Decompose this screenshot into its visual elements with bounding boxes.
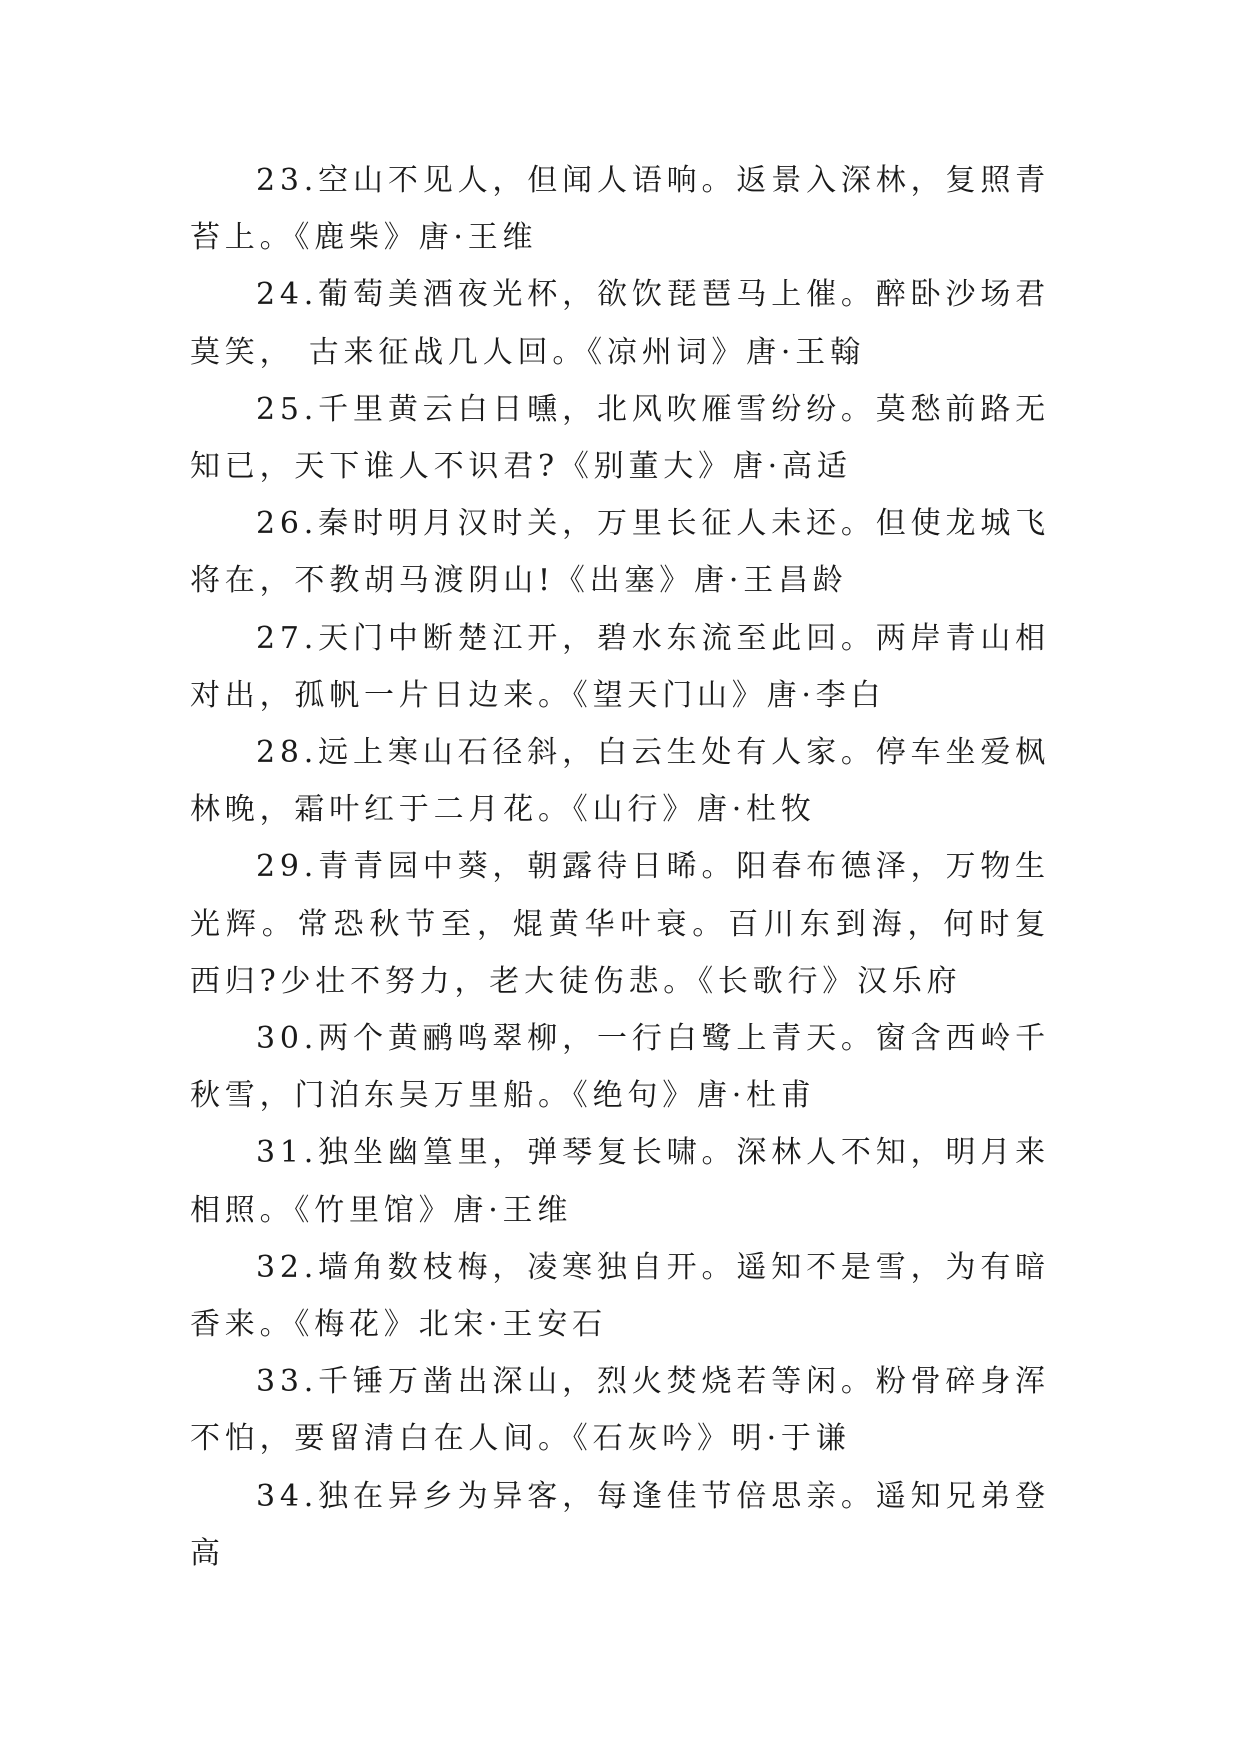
poem-28: 28.远上寒山石径斜，白云生处有人家。停车坐爱枫林晚，霜叶红于二月花。《山行》唐·杜牧 [190,735,1050,828]
poem-32: 32.墙角数枝梅，凌寒独自开。遥知不是雪，为有暗香来。《梅花》北宋·王安石 [190,1249,1050,1343]
poem-24: 24.葡萄美酒夜光杯，欲饮琵琶马上催。醉卧沙场君莫笑， 古来征战几人回。《凉州词》唐·王翰 [190,277,1050,370]
poem-29: 29.青青园中葵，朝露待日晞。阳春布德泽，万物生光辉。常恐秋节至，焜黄华叶衰。百川东到海，何时复西归?少壮不努力，老大徒伤悲。《长歌行》汉乐府 [190,849,1050,999]
poem-25: 25.千里黄云白日曛，北风吹雁雪纷纷。莫愁前路无知已，天下谁人不识君?《别董大》唐·高适 [190,391,1050,485]
poem-31: 31.独坐幽篁里，弹琴复长啸。深林人不知，明月来相照。《竹里馆》唐·王维 [190,1135,1050,1228]
poem-30: 30.两个黄鹂鸣翠柳，一行白鹭上青天。窗含西岭千秋雪，门泊东吴万里船。《绝句》唐·杜甫 [190,1021,1050,1114]
poem-26: 26.秦时明月汉时关，万里长征人未还。但使龙城飞将在，不教胡马渡阴山!《出塞》唐·王昌龄 [190,506,1050,599]
poem-34: 34.独在异乡为异客，每逢佳节倍思亲。遥知兄弟登高 [190,1478,1050,1571]
poem-list [190,152,1050,1582]
poem-27: 27.天门中断楚江开，碧水东流至此回。两岸青山相对出，孤帆一片日边来。《望天门山》唐·李白 [190,620,1050,713]
poem-23: 23.空山不见人，但闻人语响。返景入深林，复照青苔上。《鹿柴》唐·王维 [190,163,1050,256]
poem-33: 33.千锤万凿出深山，烈火焚烧若等闲。粉骨碎身浑不怕，要留清白在人间。《石灰吟》明·于谦 [190,1364,1050,1457]
